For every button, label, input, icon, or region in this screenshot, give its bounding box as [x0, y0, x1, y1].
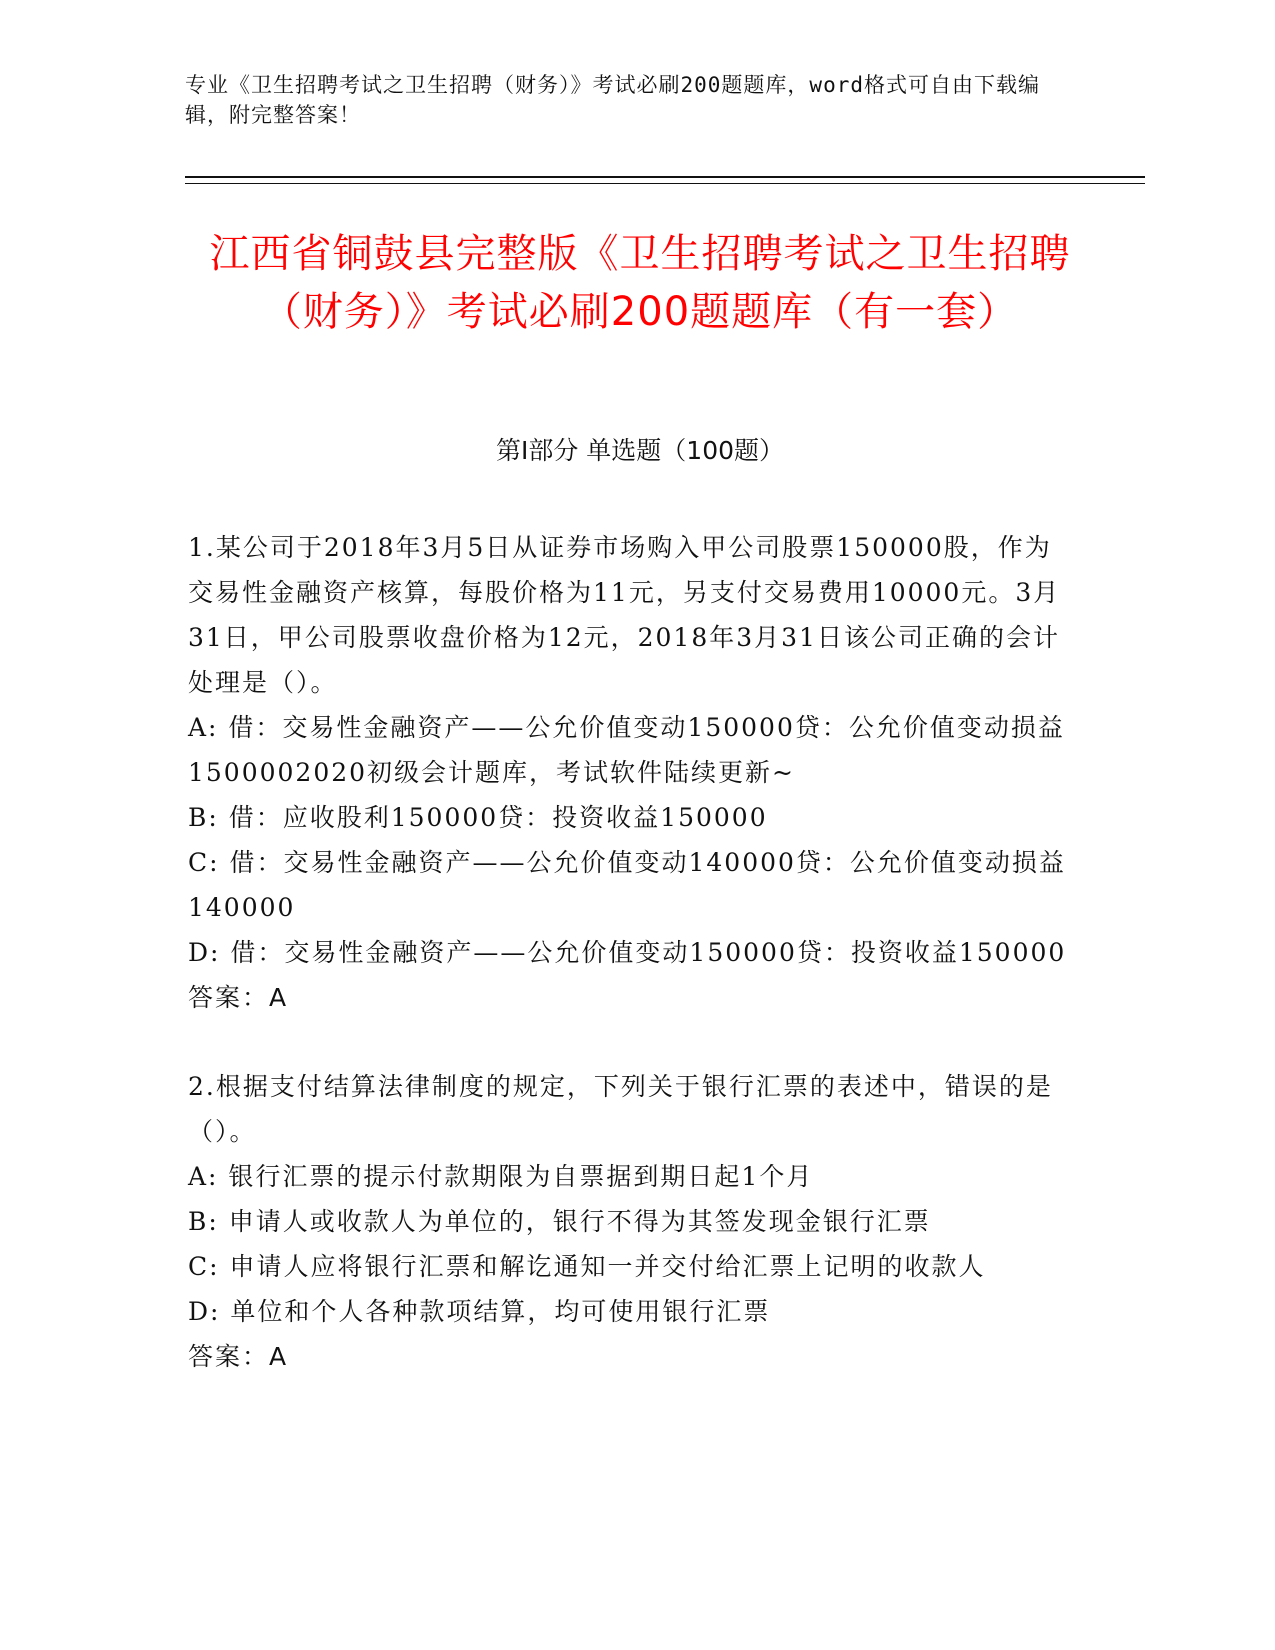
option-c: C: 申请人应将银行汇票和解讫通知一并交付给汇票上记明的收款人 [188, 1252, 986, 1281]
document-title: 江西省铜鼓县完整版《卫生招聘考试之卫生招聘（财务）》考试必刷200题题库（有一套） [209, 231, 1071, 335]
option-d: D: 借：交易性金融资产——公允价值变动150000贷：投资收益150000 [188, 938, 1067, 967]
section-heading: 第Ⅰ部分 单选题（100题） [495, 436, 785, 465]
answer: 答案：A [188, 1342, 289, 1371]
header-rule-thick [185, 176, 1145, 178]
question-1 [188, 525, 1068, 1020]
option-c: C: 借：交易性金融资产——公允价值变动140000贷：公允价值变动损益140000 [188, 848, 1066, 922]
option-a: A: 借：交易性金融资产——公允价值变动150000贷：公允价值变动损益1500002020初级会计题库，考试软件陆续更新~ [188, 713, 1065, 787]
question-2 [188, 1064, 1068, 1379]
option-b: B: 申请人或收款人为单位的，银行不得为其签发现金银行汇票 [188, 1207, 931, 1236]
question-text: 2.根据支付结算法律制度的规定，下列关于银行汇票的表述中，错误的是（）。 [188, 1072, 1053, 1146]
question-text: 1.某公司于2018年3月5日从证券市场购入甲公司股票150000股，作为交易性金融资产核算，每股价格为11元，另支付交易费用10000元。3月31日，甲公司股票收盘价格为12元，2018年3月31日该公司正确的会计处理是（）。 [188, 533, 1061, 697]
header-note: 专业《卫生招聘考试之卫生招聘（财务）》考试必刷200题题库，word格式可自由下载编辑，附完整答案！ [185, 73, 1040, 127]
option-d: D: 单位和个人各种款项结算，均可使用银行汇票 [188, 1297, 771, 1326]
header-rule-thin [185, 183, 1145, 184]
answer: 答案：A [188, 983, 289, 1012]
option-b: B: 借：应收股利150000贷：投资收益150000 [188, 803, 768, 832]
question-list [188, 525, 1068, 1423]
option-a: A: 银行汇票的提示付款期限为自票据到期日起1个月 [188, 1162, 814, 1191]
